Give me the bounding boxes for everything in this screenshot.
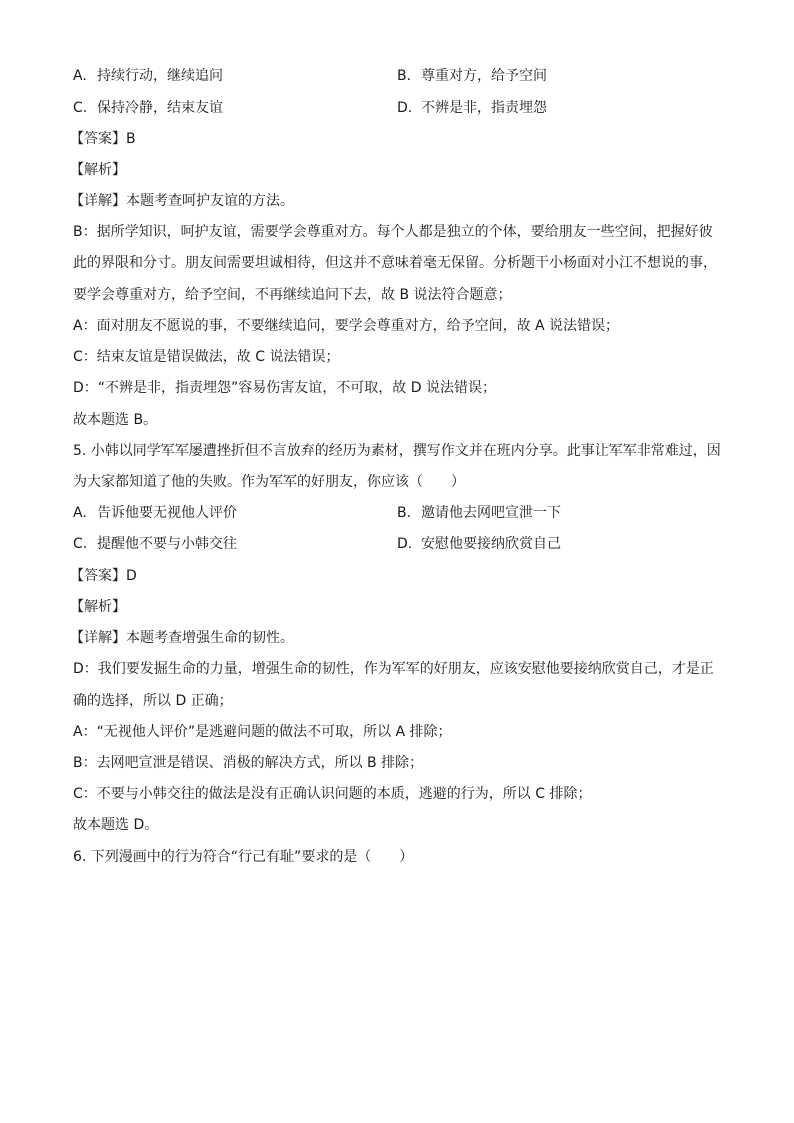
conclusion-line: 故本题选 D。 xyxy=(73,817,159,833)
option-a: A. 持续行动，继续追问 xyxy=(73,68,223,84)
analysis-label: 【解析】 xyxy=(70,599,126,615)
option-b: B. 尊重对方，给予空间 xyxy=(397,68,547,84)
analysis-text-line: 确的选择，所以 D 正确； xyxy=(73,693,233,709)
analysis-label: 【解析】 xyxy=(70,162,126,178)
detail-line: 【详解】本题考查呵护友谊的方法。 xyxy=(70,193,294,209)
option-b: B. 邀请他去网吧宣泄一下 xyxy=(397,505,561,521)
analysis-text-line: A：面对朋友不愿说的事，不要继续追问，要学会尊重对方，给予空间，故 A 说法错误； xyxy=(73,318,620,334)
analysis-text-line: B：据所学知识，呵护友谊，需要学会尊重对方。每个人都是独立的个体，要给朋友一些空间，把握好彼 xyxy=(73,224,713,240)
answer-line: 【答案】B xyxy=(70,131,136,147)
analysis-text-line: 要学会尊重对方，给予空间，不再继续追问下去，故 B 说法符合题意； xyxy=(73,287,512,303)
analysis-text-line: B：去网吧宣泄是错误、消极的解决方式，所以 B 排除； xyxy=(73,755,424,771)
option-a: A. 告诉他要无视他人评价 xyxy=(73,505,237,521)
option-c: C. 提醒他不要与小韩交往 xyxy=(73,536,237,552)
analysis-text-line: D：我们要发掘生命的力量，增强生命的韧性，作为军军的好朋友，应该安慰他要接纳欣赏自己，才是正 xyxy=(73,661,714,677)
analysis-text-line: C：不要与小韩交往的做法是没有正确认识问题的本质，逃避的行为，所以 C 排除； xyxy=(73,786,592,802)
analysis-text-line: 此的界限和分寸。朋友间需要坦诚相待，但这并不意味着毫无保留。分析题干小杨面对小江不想说的事， xyxy=(73,255,717,271)
analysis-text-line: D：“不辨是非，指责埋怨”容易伤害友谊，不可取，故 D 说法错误； xyxy=(73,380,496,396)
question-stem: 6. 下列漫画中的行为符合“行己有耻”要求的是（ ） xyxy=(73,849,414,865)
option-c: C. 保持冷静，结束友谊 xyxy=(73,100,223,116)
detail-line: 【详解】本题考查增强生命的韧性。 xyxy=(70,630,294,646)
analysis-text-line: A：“无视他人评价”是逃避问题的做法不可取，所以 A 排除； xyxy=(73,724,452,740)
conclusion-line: 故本题选 B。 xyxy=(73,412,158,428)
question-stem: 为大家都知道了他的失败。作为军军的好朋友，你应该（ ） xyxy=(73,474,465,490)
analysis-text-line: C：结束友谊是错误做法，故 C 说法错误； xyxy=(73,349,340,365)
question-stem: 5. 小韩以同学军军屡遭挫折但不言放弃的经历为素材，撰写作文并在班内分享。此事让军军非常难过，因 xyxy=(73,443,721,459)
option-d: D. 安慰他要接纳欣赏自己 xyxy=(397,536,561,552)
option-d: D. 不辨是非，指责埋怨 xyxy=(397,100,547,116)
answer-line: 【答案】D xyxy=(70,568,137,584)
